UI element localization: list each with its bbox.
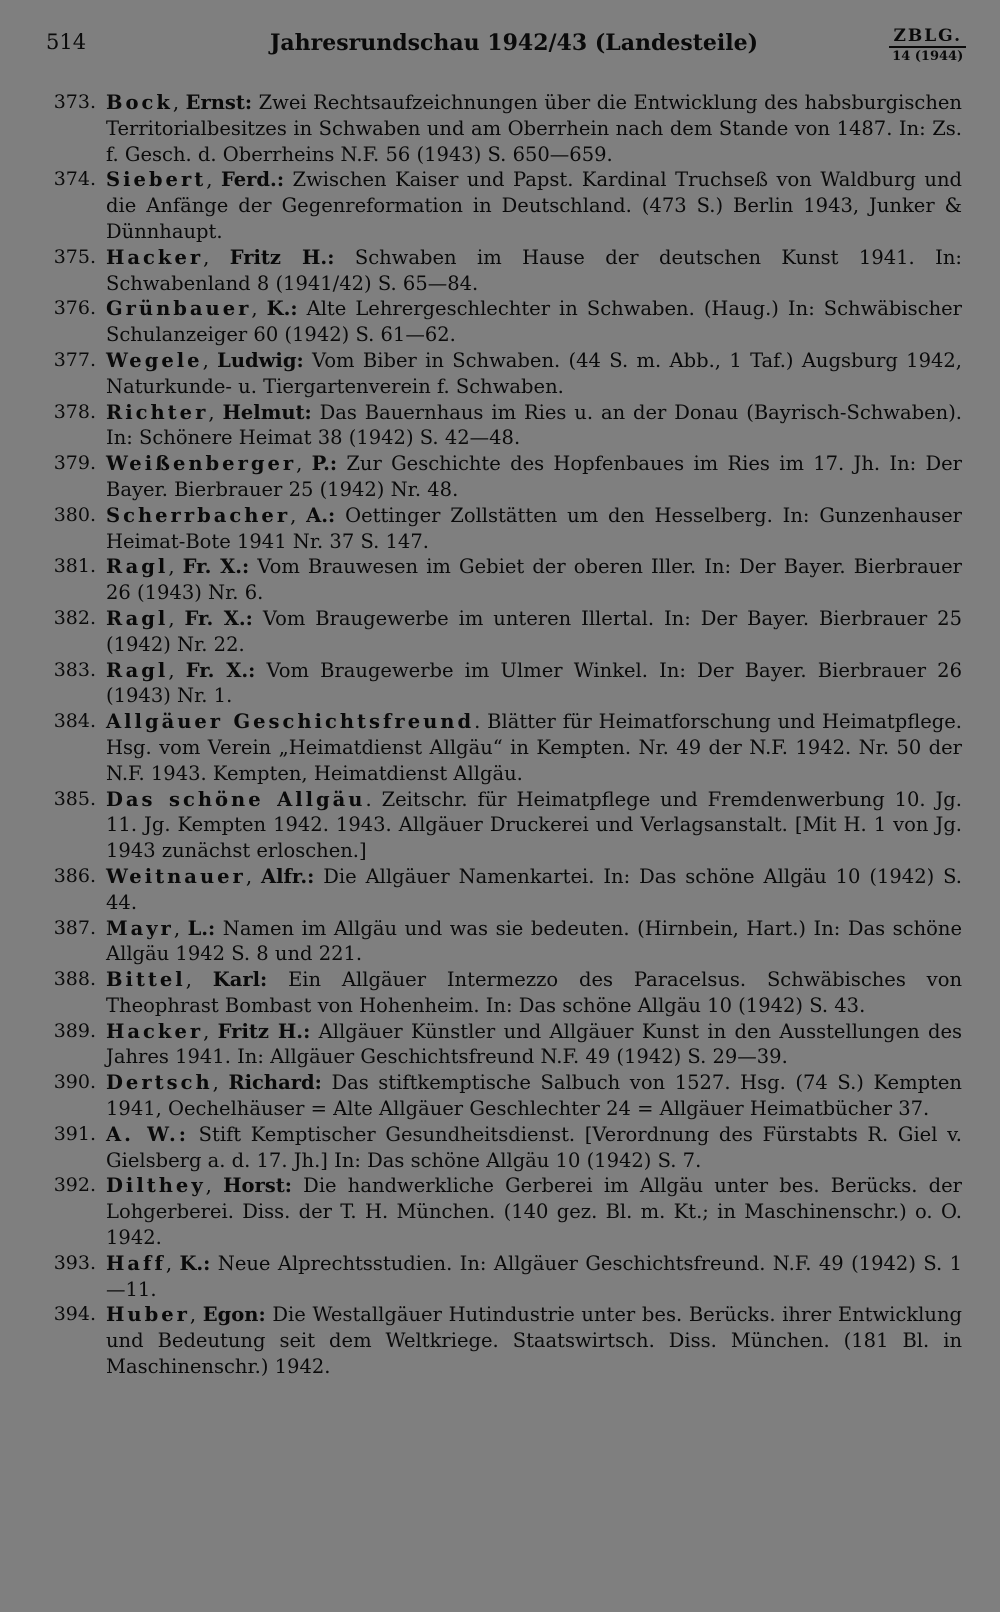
bibliography-entry: 394. Huber, Egon: Die Westallgäuer Hutindustrie unter bes. Berücks. ihrer Entwicklung und Bedeutung seit dem Weltkriege. Staatswirtsch. Diss. München. (181 Bl. in Maschinenschr.) 1942. — [40, 1302, 962, 1379]
entry-text: Vom Braugewerbe im unteren Illertal. In: Der Bayer. Bierbrauer 25 (1942) Nr. 22. — [106, 606, 962, 656]
entry-author: Huber — [106, 1303, 190, 1327]
entry-number: 383. — [53, 658, 96, 681]
entry-text: Ein Allgäuer Intermezzo des Paracelsus. Schwäbisches von Theophrast Bombast von Hohenheim. In: Das schöne Allgäu 10 (1942) S. 43. — [106, 968, 962, 1017]
journal-mark — [889, 26, 966, 64]
entry-number: 377. — [53, 348, 96, 371]
entry-author-firstname: L.: — [187, 916, 216, 940]
entry-author: Ragl — [106, 658, 169, 682]
entry-author: A. W.: — [106, 1122, 189, 1146]
entry-author-firstname: P.: — [311, 452, 338, 476]
entry-author: Hacker — [106, 1019, 204, 1043]
bibliography-entry: 380. Scherrbacher, A.: Oettinger Zollstätten um den Hesselberg. In: Gunzenhauser Heimat-Bote 1941 Nr. 37 S. 147. — [40, 503, 962, 555]
entry-number: 394. — [53, 1303, 96, 1326]
entry-author: Weitnauer — [106, 864, 246, 888]
entry-author: Wegele — [106, 348, 203, 372]
bibliography-entry: 376. Grünbauer, K.: Alte Lehrergeschlechter in Schwaben. (Haug.) In: Schwäbischer Schulanzeiger 60 (1942) S. 61—62. — [40, 296, 962, 348]
entry-text: Zur Geschichte des Hopfenbaues im Ries im 17. Jh. In: Der Bayer. Bierbrauer 25 (1942) Nr. 48. — [106, 452, 962, 501]
bibliography-entry: 375. Hacker, Fritz H.: Schwaben im Hause der deutschen Kunst 1941. In: Schwabenland 8 (1941/42) S. 65—84. — [40, 245, 962, 297]
entry-author: Bittel — [106, 968, 186, 992]
entry-number: 390. — [53, 1071, 96, 1094]
running-title: Jahresrundschau 1942/43 (Landesteile) — [270, 30, 758, 56]
entry-author-firstname: Alfr.: — [260, 864, 315, 888]
entry-author-firstname: Helmut: — [222, 400, 312, 424]
entry-author-firstname: Egon: — [202, 1303, 266, 1327]
entry-author-firstname: Karl: — [212, 968, 268, 992]
bibliography-entry: 374. Siebert, Ferd.: Zwischen Kaiser und Papst. Kardinal Truchseß von Waldburg und die Anfänge der Gegenreformation in Deutschland. (473 S.) Berlin 1943, Junker & Dünnhaupt. — [40, 167, 962, 244]
entry-author: Das schöne Allgäu — [106, 787, 366, 811]
entry-author-firstname: Fr. X.: — [185, 658, 256, 682]
entry-author-firstname: A.: — [306, 503, 336, 527]
entry-number: 381. — [53, 555, 96, 578]
bibliography-entry: 373. Bock, Ernst: Zwei Rechtsaufzeichnungen über die Entwicklung des habsburgischen Territorialbesitzes in Schwaben und am Oberrhein nach dem Stande von 1487. In: Zs. f. Gesch. d. Oberrheins N.F. 56 (1943) S. 650—659. — [40, 90, 962, 167]
entry-number: 373. — [53, 91, 96, 113]
entry-text: Namen im Allgäu und was sie bedeuten. (Hirnbein, Hart.) In: Das schöne Allgäu 1942 S. 8 und 221. — [106, 916, 962, 966]
entry-number: 389. — [53, 1019, 96, 1042]
bibliography-entry: 392. Dilthey, Horst: Die handwerkliche Gerberei im Allgäu unter bes. Berücks. der Lohgerberei. Diss. der T. H. München. (140 gez. Bl. m. Kt.; in Maschinenschr.) o. O. 1942. — [40, 1173, 962, 1250]
bibliography-entry — [40, 1122, 962, 1174]
bibliography-entry — [40, 787, 962, 864]
page-header — [0, 26, 1000, 66]
page-number: 514 — [46, 30, 87, 54]
journal-abbreviation: ZBLG. — [889, 26, 966, 48]
entry-number: 386. — [53, 864, 96, 887]
bibliography-entry — [40, 709, 962, 786]
bibliography-entry: 389. Hacker, Fritz H.: Allgäuer Künstler und Allgäuer Kunst in den Ausstellungen des Jahres 1941. In: Allgäuer Geschichtsfreund N.F. 49 (1942) S. 29—39. — [40, 1019, 962, 1071]
entry-author-firstname: Richard: — [228, 1071, 322, 1095]
entry-number: 384. — [53, 710, 96, 733]
entry-author-firstname: Fritz H.: — [217, 1019, 311, 1043]
entry-text: Zwei Rechtsaufzeichnungen über die Entwicklung des habsburgischen Territorialbesitzes in Schwaben und am Oberrhein nach dem Stande von 1487. In: Zs. f. Gesch. d. Oberrheins N.F. 56 (1943) S. 650—659. — [106, 91, 962, 166]
bibliography-entry: 388. Bittel, Karl: Ein Allgäuer Intermezzo des Paracelsus. Schwäbisches von Theophrast Bombast von Hohenheim. In: Das schöne Allgäu 10 (1942) S. 43. — [40, 967, 962, 1019]
entry-author: Richter — [106, 400, 209, 424]
entry-text: Vom Biber in Schwaben. (44 S. m. Abb., 1 Taf.) Augsburg 1942, Naturkunde- u. Tiergartenverein f. Schwaben. — [106, 348, 962, 398]
entry-author: Grünbauer — [106, 297, 252, 321]
entry-author-firstname: Ernst: — [185, 91, 253, 114]
entry-number: 388. — [53, 968, 96, 991]
entry-text: Vom Braugewerbe im Ulmer Winkel. In: Der Bayer. Bierbrauer 26 (1943) Nr. 1. — [106, 658, 962, 708]
entry-author: Haff — [106, 1251, 166, 1275]
entry-number: 382. — [53, 606, 96, 629]
entry-number: 387. — [53, 916, 96, 939]
entry-author: Dertsch — [106, 1071, 213, 1095]
entry-text: Allgäuer Künstler und Allgäuer Kunst in den Ausstellungen des Jahres 1941. In: Allgäuer Geschichtsfreund N.F. 49 (1942) S. 29—39. — [106, 1019, 962, 1069]
entry-text: Die Westallgäuer Hutindustrie unter bes. Berücks. ihrer Entwicklung und Bedeutung seit dem Weltkriege. Staatswirtsch. Diss. München. (181 Bl. in Maschinenschr.) 1942. — [106, 1303, 962, 1379]
entry-number: 391. — [53, 1122, 96, 1145]
entry-author: Ragl — [106, 606, 169, 630]
entry-author: Weißenberger — [106, 452, 297, 476]
entry-text: Schwaben im Hause der deutschen Kunst 1941. In: Schwabenland 8 (1941/42) S. 65—84. — [106, 245, 962, 295]
entry-text: Vom Brauwesen im Gebiet der oberen Iller. In: Der Bayer. Bierbrauer 26 (1943) Nr. 6. — [106, 555, 962, 605]
entry-author: Allgäuer Geschichtsfreund — [106, 710, 475, 734]
entry-number: 376. — [53, 297, 96, 320]
entry-author-firstname: Fr. X.: — [182, 555, 250, 579]
entry-number: 379. — [53, 452, 96, 475]
bibliography-entry: 377. Wegele, Ludwig: Vom Biber in Schwaben. (44 S. m. Abb., 1 Taf.) Augsburg 1942, Naturkunde- u. Tiergartenverein f. Schwaben. — [40, 348, 962, 400]
entry-text: Das Bauernhaus im Ries u. an der Donau (Bayrisch-Schwaben). In: Schönere Heimat 38 (1942) S. 42—48. — [106, 400, 962, 450]
entry-author: Bock — [106, 91, 173, 114]
bibliography-list — [40, 90, 962, 1380]
entry-author: Hacker — [106, 245, 204, 269]
entry-number: 385. — [53, 787, 96, 810]
bibliography-entry: 386. Weitnauer, Alfr.: Die Allgäuer Namenkartei. In: Das schöne Allgäu 10 (1942) S. 44. — [40, 864, 962, 916]
entry-text: Alte Lehrergeschlechter in Schwaben. (Haug.) In: Schwäbischer Schulanzeiger 60 (1942) S. 61—62. — [106, 297, 963, 347]
entry-number: 380. — [53, 503, 96, 526]
entry-author-firstname: Ludwig: — [217, 348, 304, 372]
entry-author: Mayr — [106, 916, 174, 940]
entry-author-firstname: Horst: — [223, 1174, 292, 1198]
entry-author: Scherrbacher — [106, 503, 291, 527]
entry-text: . Blätter für Heimatforschung und Heimatpflege. Hsg. vom Verein „Heimatdienst Allgäu“ in Kempten. Nr. 49 der N.F. 1942. Nr. 50 der N.F. 1943. Kempten, Heimatdienst Allgäu. — [106, 710, 962, 785]
entry-number: 375. — [53, 245, 96, 268]
entry-author: Dilthey — [106, 1174, 206, 1198]
entry-number: 393. — [53, 1251, 96, 1274]
entry-author: Siebert — [106, 168, 207, 192]
entry-number: 374. — [53, 168, 96, 191]
journal-volume: 14 (1944) — [892, 49, 964, 64]
bibliography-entry: 390. Dertsch, Richard: Das stiftkemptische Salbuch von 1527. Hsg. (74 S.) Kempten 1941, Oechelhäuser = Alte Allgäuer Geschlechter 24 = Allgäuer Heimatbücher 37. — [40, 1070, 962, 1122]
entry-author-firstname: K.: — [179, 1251, 211, 1275]
entry-author-firstname: Fritz H.: — [229, 245, 335, 269]
entry-number: 378. — [53, 400, 96, 423]
bibliography-entry: 378. Richter, Helmut: Das Bauernhaus im Ries u. an der Donau (Bayrisch-Schwaben). In: Schönere Heimat 38 (1942) S. 42—48. — [40, 400, 962, 452]
entry-author-firstname: K.: — [266, 297, 298, 321]
entry-text: Zwischen Kaiser und Papst. Kardinal Truchseß von Waldburg und die Anfänge der Gegenreformation in Deutschland. (473 S.) Berlin 1943, Junker & Dünnhaupt. — [106, 168, 962, 243]
entry-text: Die Allgäuer Namenkartei. In: Das schöne Allgäu 10 (1942) S. 44. — [106, 864, 962, 914]
entry-text: Die handwerkliche Gerberei im Allgäu unter bes. Berücks. der Lohgerberei. Diss. der T. H. München. (140 gez. Bl. m. Kt.; in Maschinenschr.) o. O. 1942. — [106, 1174, 962, 1250]
entry-number: 392. — [53, 1174, 96, 1197]
entry-text: Oettinger Zollstätten um den Hesselberg. In: Gunzenhauser Heimat-Bote 1941 Nr. 37 S. 147. — [106, 503, 962, 553]
entry-text: . Zeitschr. für Heimatpflege und Fremdenwerbung 10. Jg. 11. Jg. Kempten 1942. 1943. Allgäuer Druckerei und Verlagsanstalt. [Mit H. 1 von Jg. 1943 zunächst erloschen.] — [106, 787, 962, 863]
entry-text: Stift Kemptischer Gesundheitsdienst. [Verordnung des Fürstabts R. Giel v. Gielsberg a. d. 17. Jh.] In: Das schöne Allgäu 10 (1942) S. 7. — [106, 1122, 962, 1172]
entry-author: Ragl — [106, 555, 169, 579]
bibliography-entry: 393. Haff, K.: Neue Alprechtsstudien. In: Allgäuer Geschichtsfreund. N.F. 49 (1942) S. 1—11. — [40, 1251, 962, 1303]
bibliography-entry: 381. Ragl, Fr. X.: Vom Brauwesen im Gebiet der oberen Iller. In: Der Bayer. Bierbrauer 26 (1943) Nr. 6. — [40, 554, 962, 606]
bibliography-entry: 383. Ragl, Fr. X.: Vom Braugewerbe im Ulmer Winkel. In: Der Bayer. Bierbrauer 26 (1943) Nr. 1. — [40, 658, 962, 710]
bibliography-entry: 387. Mayr, L.: Namen im Allgäu und was sie bedeuten. (Hirnbein, Hart.) In: Das schöne Allgäu 1942 S. 8 und 221. — [40, 916, 962, 968]
entry-author-firstname: Fr. X.: — [184, 606, 253, 630]
entry-text: Das stiftkemptische Salbuch von 1527. Hsg. (74 S.) Kempten 1941, Oechelhäuser = Alte Allgäuer Geschlechter 24 = Allgäuer Heimatbücher 37. — [106, 1071, 962, 1121]
entry-text: Neue Alprechtsstudien. In: Allgäuer Geschichtsfreund. N.F. 49 (1942) S. 1—11. — [106, 1251, 962, 1301]
bibliography-entry: 382. Ragl, Fr. X.: Vom Braugewerbe im unteren Illertal. In: Der Bayer. Bierbrauer 25 (1942) Nr. 22. — [40, 606, 962, 658]
bibliography-entry: 379. Weißenberger, P.: Zur Geschichte des Hopfenbaues im Ries im 17. Jh. In: Der Bayer. Bierbrauer 25 (1942) Nr. 48. — [40, 451, 962, 503]
entry-author-firstname: Ferd.: — [220, 168, 285, 192]
